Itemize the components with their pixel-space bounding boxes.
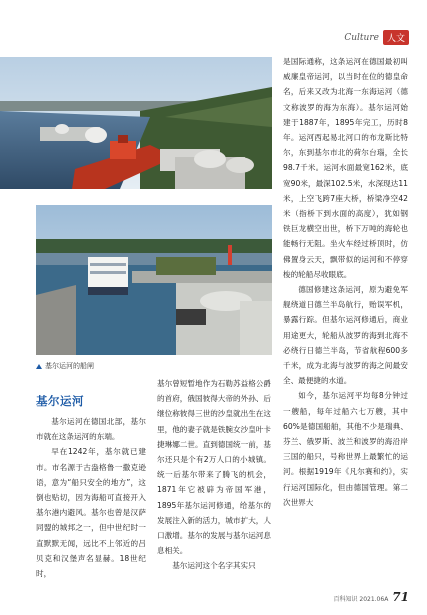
paragraph: 基尔曾短暂地作为石勒苏益格公爵的首府，俄国彼得大帝的外孙、后继位称彼得三世的沙皇就出生在这里，他的妻子就是铁腕女沙皇叶卡捷琳娜二世。直到德国统一前，基尔还只是个有2万人口的小城镇。统一后基尔带来了腾飞的机会，1871年它被辟为帝国军港，1895年基尔运河修通，给基尔的发展注入新的活力，城市扩大，人口激增。基尔的发展与基尔运河息息相关。 [157, 379, 271, 556]
page-footer [333, 590, 409, 604]
caption-marker-icon [36, 364, 42, 369]
canal-lock-photo [36, 205, 272, 355]
section-tag: 人文 [383, 30, 409, 45]
paragraph: 德国修建这条运河，原为避免军舰绕道日德兰半岛航行，贻误军机，暴露行踪。但基尔运河修通后，商业用途更大，轮船从波罗的海到北海不必绕行日德兰半岛，节省航程600多千米，成为北海与波罗的海之间最安全、最便捷的水道。 [283, 285, 408, 386]
harbor-ship-photo [0, 57, 272, 189]
text-column-2 [157, 376, 271, 574]
caption-text: 基尔运河的船闸 [45, 362, 94, 370]
paragraph: 基尔运河在德国北部，基尔市就在这条运河的东端。 [36, 417, 146, 442]
text-column-1 [36, 414, 146, 581]
section-title-en: Culture [344, 32, 379, 43]
paragraph: 是国际通称，这条运河在德国最初叫威廉皇帝运河，以当时在位的德皇命名，后来又改为北海一东海运河（德文称波罗的海为东海）。基尔运河始建于1887年，1895年完工，历时8年。运河西起易北河口的布龙斯比特尔，东到基尔市北的荷尔台瑙，全长98.7千米。运河水面最宽162米，底宽90米，最深102.5米，水深现达11米，上空飞跨7座大桥，桥梁净空42米（指桥下到水面的高度），犹如钢铁巨龙横空出世，桥下万吨的海轮也能畅行无阻。坐火车经过桥顶时，仿佛置身云天，飘带似的运河和不停穿梭的轮船尽收眼底。 [283, 57, 408, 279]
magazine-issue: 百科知识 2021.06A [333, 596, 389, 603]
paragraph: 基尔运河这个名字其实只 [172, 561, 256, 571]
section-header [344, 30, 409, 45]
photo-caption [36, 361, 94, 371]
page-number: 71 [392, 590, 409, 604]
paragraph: 如今，基尔运河平均每8分钟过一艘船，每年过船六七万艘，其中60%是德国船舶，其他不少是瑞典、芬兰、俄罗斯、波兰和波罗的海沿岸三国的船只，号称世界上最繁忙的运河。根据1919年《凡尔赛和约》，实行运河国际化，但由德国管理。第二次世界大 [283, 391, 408, 507]
paragraph: 早在1242年，基尔就已建市。市名源于古盎格鲁一撒克逊语，意为“船只安全的地方”，这倒也贴切，因为海船可直接开入基尔港内避风。基尔也曾是汉萨同盟的城邦之一，但中世纪时一直默默无闻，远比不上邻近的吕贝克和汉堡声名显赫。18世纪时， [36, 447, 146, 579]
text-column-3 [283, 54, 408, 510]
article-heading: 基尔运河 [36, 394, 84, 408]
